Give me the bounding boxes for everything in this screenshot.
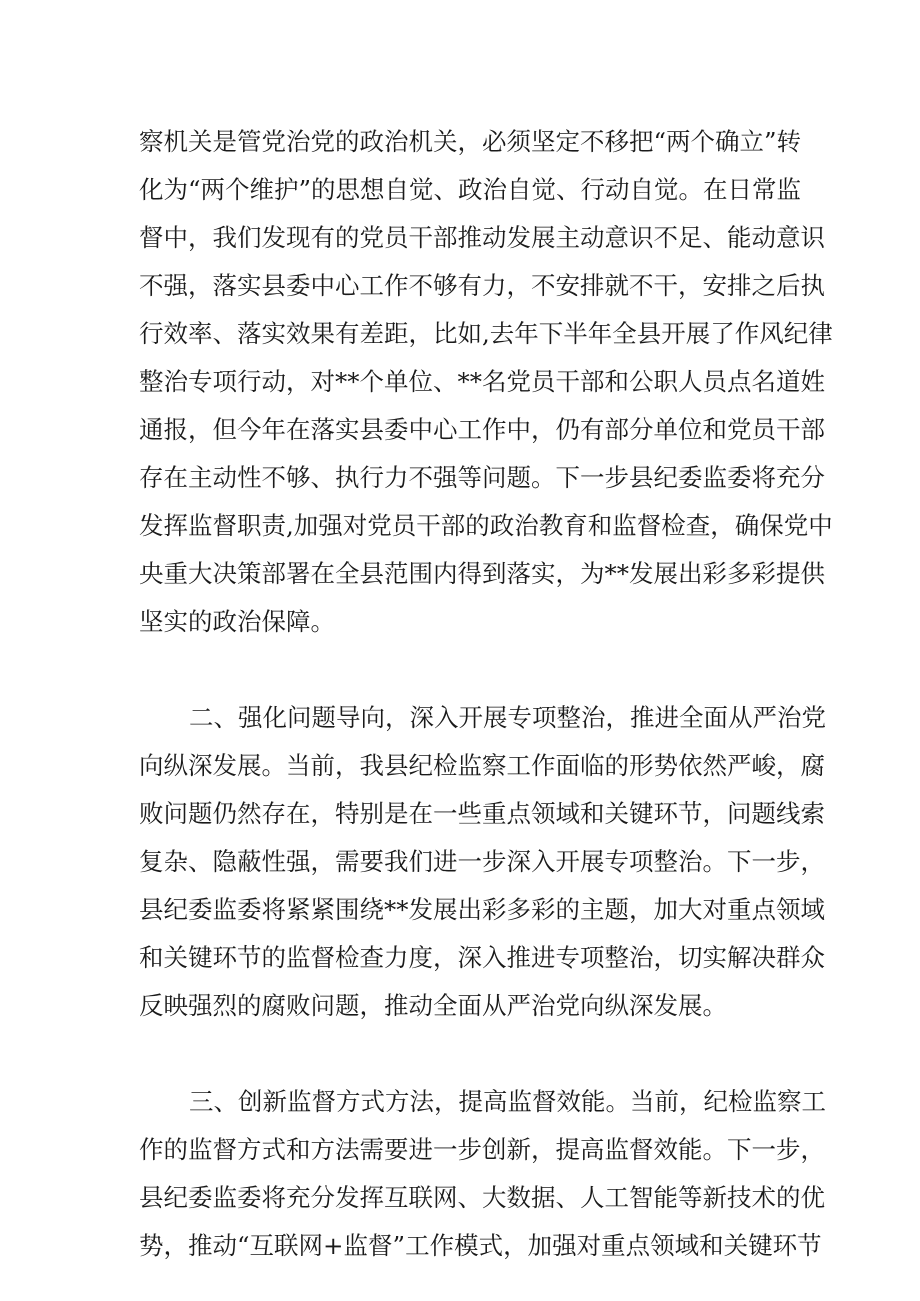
text-line: 和关键环节的监督检查力度，深入推进专项整治，切实解决群众 <box>139 943 825 972</box>
text-line: 央重大决策部署在全县范围内得到落实，为**发展出彩多彩提供 <box>139 559 825 588</box>
paragraph-section-two <box>139 694 826 1030</box>
section-heading-line: 二、强化问题导向，深入开展专项整治，推进全面从严治党 <box>189 703 826 732</box>
text-line: 化为“两个维护”的思想自觉、政治自觉、行动自觉。在日常监 <box>139 175 802 204</box>
text-line: 坚实的政治保障。 <box>139 607 335 636</box>
text-line: 反映强烈的腐败问题，推动全面从严治党向纵深发展。 <box>139 991 727 1020</box>
text-line: 行效率、落实效果有差距，比如,去年下半年全县开展了作风纪律 <box>139 319 833 348</box>
text-line: 督中，我们发现有的党员干部推动发展主动意识不足、能动意识 <box>139 223 825 252</box>
text-line: 发挥监督职责,加强对党员干部的政治教育和监督检查，确保党中 <box>139 511 833 540</box>
text-line: 县纪委监委将充分发挥互联网、大数据、人工智能等新技术的优 <box>139 1183 825 1212</box>
text-line: 败问题仍然存在，特别是在一些重点领域和关键环节，问题线索 <box>139 799 825 828</box>
paragraph-section-three <box>139 1078 826 1270</box>
text-line: 察机关是管党治党的政治机关，必须坚定不移把“两个确立”转 <box>139 127 802 156</box>
document-body <box>139 118 833 1270</box>
text-line: 势，推动“互联网+监督”工作模式，加强对重点领域和关键环节 <box>139 1231 822 1260</box>
text-line: 存在主动性不够、执行力不强等问题。下一步县纪委监委将充分 <box>139 463 825 492</box>
paragraph-spacer <box>139 1030 799 1078</box>
text-line: 不强，落实县委中心工作不够有力，不安排就不干，安排之后执 <box>139 271 825 300</box>
text-line: 县纪委监委将紧紧围绕**发展出彩多彩的主题，加大对重点领域 <box>139 895 825 924</box>
text-line: 向纵深发展。当前，我县纪检监察工作面临的形势依然严峻，腐 <box>139 751 825 780</box>
text-line: 整治专项行动，对**个单位、**名党员干部和公职人员点名道姓 <box>139 367 825 396</box>
paragraph-political-guarantee <box>139 118 833 646</box>
section-heading-line: 三、创新监督方式方法，提高监督效能。当前，纪检监察工 <box>189 1087 826 1116</box>
text-line: 作的监督方式和方法需要进一步创新，提高监督效能。下一步， <box>139 1135 825 1164</box>
text-line: 复杂、隐蔽性强，需要我们进一步深入开展专项整治。下一步， <box>139 847 825 876</box>
text-line: 通报，但今年在落实县委中心工作中，仍有部分单位和党员干部 <box>139 415 825 444</box>
paragraph-spacer <box>139 646 799 694</box>
